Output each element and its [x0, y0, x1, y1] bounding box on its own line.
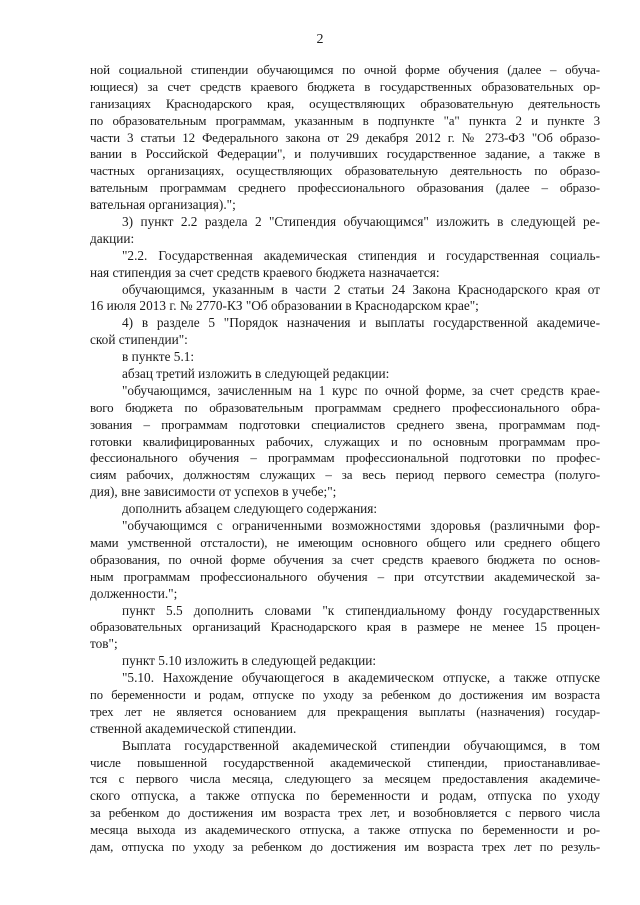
text-line: ганизациях Краснодарского края, осуществляющих образовательную деятельность	[90, 95, 600, 111]
text-line: образования, по очной форме обучения за счет средств краевого бюджета по основ-	[90, 551, 600, 567]
text-line: вании в Российской Федерации", и получивших государственное задание, а также в	[90, 146, 600, 162]
text-line: "обучающимся с ограниченными возможностями здоровья (различными фор-	[122, 518, 600, 534]
text-line: числе повышенной государственной академической стипендии, приостанавливае-	[90, 754, 600, 770]
text-line: за ребенком до достижения им возраста трех лет, и возобновляется с первого числа	[90, 805, 600, 821]
text-line: по беременности и родам, отпуске по уходу за ребенком до достижения им возраста	[90, 687, 600, 702]
text-line: "5.10. Нахождение обучающегося в академическом отпуске, а также отпуске	[122, 670, 600, 686]
text-line: абзац третий изложить в следующей редакции:	[122, 366, 390, 382]
text-line: вательным программам среднего профессионального образования (далее – образо-	[90, 180, 600, 196]
text-line: ющиеся) за счет средств краевого бюджета в государственных образовательных ор-	[90, 78, 600, 94]
text-line: дам, отпуска по уходу за ребенком до достижения им возраста трех лет по резуль-	[90, 838, 600, 854]
text-line: 16 июля 2013 г. № 2770-КЗ "Об образовании в Краснодарском крае";	[90, 298, 479, 314]
text-line: готовки квалифицированных рабочих, служащих и по основным программам про-	[90, 433, 600, 449]
text-line: долженности.";	[90, 585, 178, 601]
text-line: дия), вне зависимости от успехов в учебе;";	[90, 484, 337, 500]
text-line: 3) пункт 2.2 раздела 2 "Стипендия обучающимся" изложить в следующей ре-	[122, 214, 600, 230]
text-line: ной социальной стипендии обучающимся по очной форме обучения (далее – обуча-	[90, 62, 600, 77]
text-line: зования – программам подготовки специалистов среднего звена, программам под-	[90, 416, 600, 432]
text-line: пункт 5.5 дополнить словами "к стипендиальному фонду государственных	[122, 602, 600, 618]
text-line: дополнить абзацем следующего содержания:	[122, 501, 378, 517]
text-line: частных организациях, осуществляющих образовательную деятельность по образо-	[90, 163, 600, 179]
text-line: обучающимся, указанным в части 2 статьи 24 Закона Краснодарского края от	[122, 281, 600, 297]
text-line: вого бюджета по образовательным программам среднего профессионального обра-	[90, 399, 600, 415]
text-line: мами умственной отсталости), не имеющим основного общего или среднего общего	[90, 534, 600, 550]
text-line: части 3 статьи 12 Федерального закона от 29 декабря 2012 г. № 273-ФЗ "Об образо-	[90, 129, 600, 145]
text-line: фессионального обучения – программам профессиональной подготовки по профес-	[90, 450, 600, 466]
text-line: "2.2. Государственная академическая стипендия и государственная социаль-	[122, 247, 600, 263]
text-line: сиям рабочих, должностям служащих – за весь период первого семестра (полуго-	[90, 467, 600, 483]
text-line: в пункте 5.1:	[122, 349, 195, 365]
document-body	[90, 62, 600, 856]
page-number: 2	[316, 32, 324, 47]
text-line: пункт 5.10 изложить в следующей редакции:	[122, 653, 377, 669]
text-line: трех лет не является основанием для прекращения выплаты (назначения) государ-	[90, 704, 600, 719]
text-line: ным программам профессионального обучения – при отсутствии академической за-	[90, 568, 600, 584]
text-line: по образовательным программам, указанным в подпункте "а" пункта 2 и пункте 3	[90, 112, 600, 128]
text-line: ственной академической стипендии.	[90, 720, 297, 736]
text-line: месяца выхода из академического отпуска, а также отпуска по беременности и ро-	[90, 822, 600, 838]
text-line: образовательных организаций Краснодарского края в размере не менее 15 процен-	[90, 619, 600, 635]
text-line: дакции:	[90, 230, 135, 246]
text-line: Выплата государственной академической стипендии обучающимся, в том	[122, 737, 600, 753]
text-line: ской стипендии":	[90, 332, 188, 348]
text-line: тся с первого числа месяца, следующего за месяцем предоставления академиче-	[90, 771, 600, 787]
text-line: 4) в разделе 5 "Порядок назначения и выплаты государственной академиче-	[122, 315, 600, 331]
text-line: вательная организация).";	[90, 197, 236, 213]
text-line: тов";	[90, 636, 118, 652]
text-line: ная стипендия за счет средств краевого бюджета назначается:	[90, 264, 440, 280]
text-line: "обучающимся, зачисленным на 1 курс по очной форме, за счет средств крае-	[122, 382, 600, 398]
text-line: ского отпуска, а также отпуска по беременности и родам, отпуска по уходу	[90, 788, 600, 804]
